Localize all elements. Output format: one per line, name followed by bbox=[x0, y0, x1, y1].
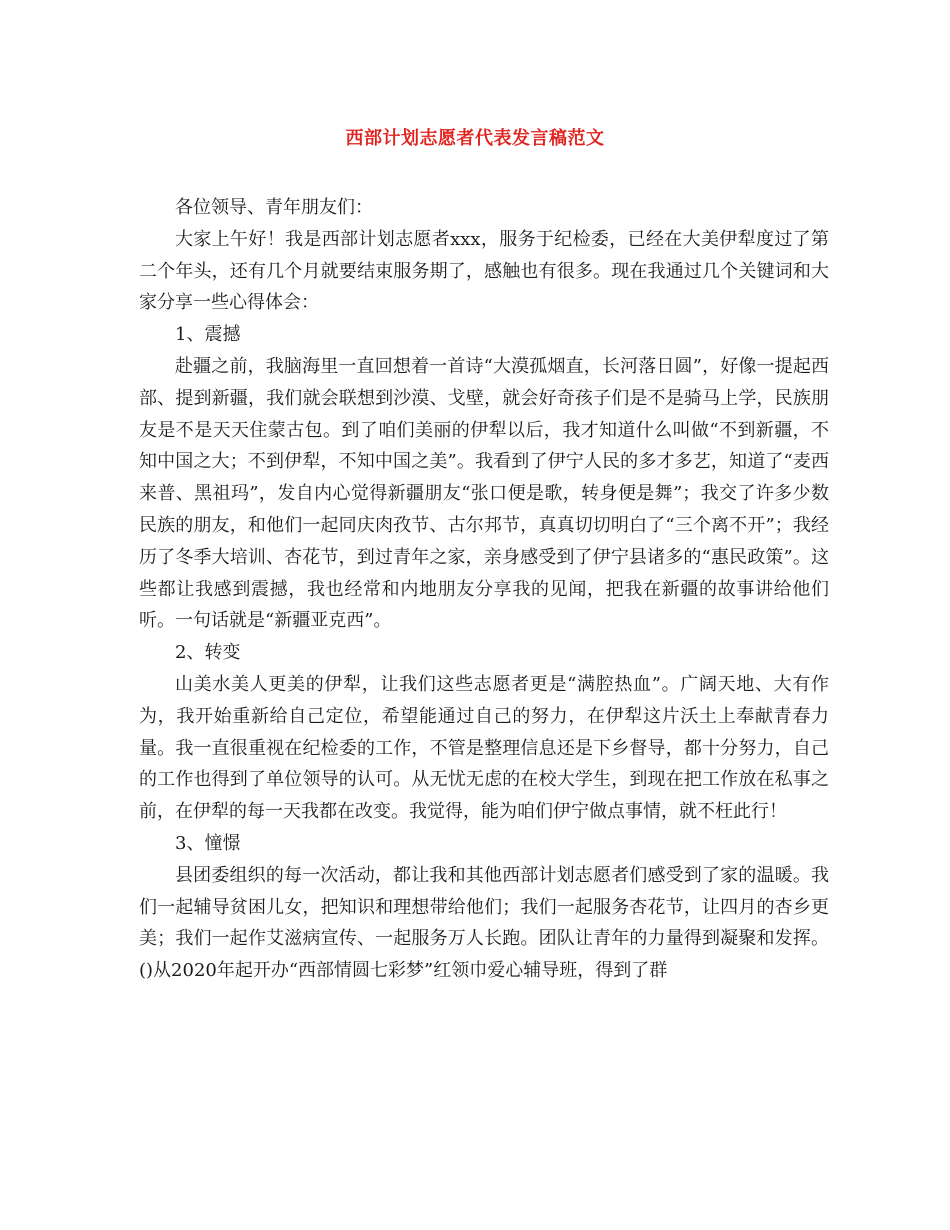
paragraph-section-1: 赴疆之前，我脑海里一直回想着一首诗“大漠孤烟直，长河落日圆”，好像一提起西部、提到新疆，我们就会联想到沙漠、戈壁，就会好奇孩子们是不是骑马上学，民族朋友是不是天天住蒙古包。到了咱们美丽的伊犁以后，我才知道什么叫做“不到新疆，不知中国之大；不到伊犁，不知中国之美”。我看到了伊宁人民的多才多艺，知道了“麦西来普、黑祖玛”，发自内心觉得新疆朋友“张口便是歌，转身便是舞”；我交了许多少数民族的朋友，和他们一起同庆肉孜节、古尔邦节，真真切切明白了“三个离不开”；我经历了冬季大培训、杏花节，到过青年之家，亲身感受到了伊宁县诸多的“惠民政策”。这些都让我感到震撼，我也经常和内地朋友分享我的见闻，把我在新疆的故事讲给他们听。一句话就是“新疆亚克西”。 bbox=[139, 355, 829, 632]
section-heading-2: 2、转变 bbox=[175, 642, 241, 664]
document-title: 西部计划志愿者代表发言稿范文 bbox=[345, 128, 605, 149]
paragraph-intro: 大家上午好！我是西部计划志愿者xxx，服务于纪检委，已经在大美伊犁度过了第二个年头，还有几个月就要结束服务期了，感触也有很多。现在我通过几个关键词和大家分享一些心得体会： bbox=[139, 228, 829, 314]
document-body bbox=[139, 192, 829, 987]
section-heading-3: 3、憧憬 bbox=[175, 832, 241, 854]
paragraph-section-3: 县团委组织的每一次活动，都让我和其他西部计划志愿者们感受到了家的温暖。我们一起辅导贫困儿女，把知识和理想带给他们；我们一起服务杏花节，让四月的杏乡更美；我们一起作艾滋病宣传、一起服务万人长跑。团队让青年的力量得到凝聚和发挥。()从2020年起开办“西部情圆七彩梦”红领巾爱心辅导班，得到了群 bbox=[139, 864, 829, 982]
paragraph-section-2: 山美水美人更美的伊犁，让我们这些志愿者更是“满腔热血”。广阔天地、大有作为，我开始重新给自己定位，希望能通过自己的努力，在伊犁这片沃土上奉献青春力量。我一直很重视在纪检委的工作，不管是整理信息还是下乡督导，都十分努力，自己的工作也得到了单位领导的认可。从无忧无虑的在校大学生，到现在把工作放在私事之前，在伊犁的每一天我都在改变。我觉得，能为咱们伊宁做点事情，就不枉此行！ bbox=[139, 673, 829, 823]
paragraph-salutation: 各位领导、青年朋友们： bbox=[175, 197, 373, 218]
section-heading-1: 1、震撼 bbox=[175, 324, 241, 346]
